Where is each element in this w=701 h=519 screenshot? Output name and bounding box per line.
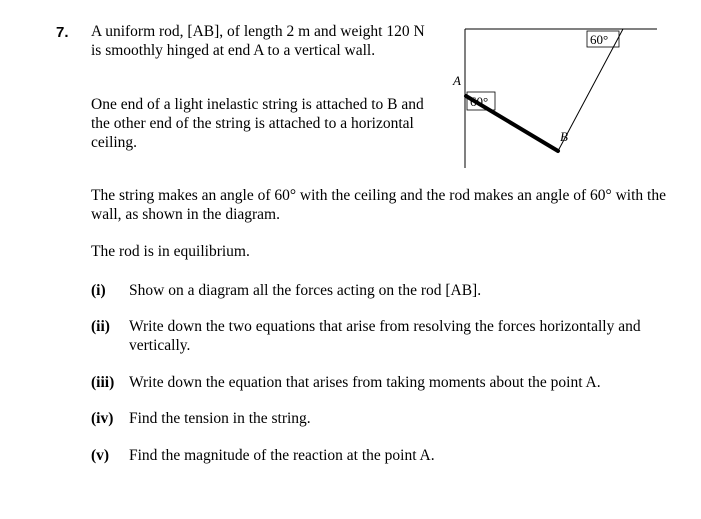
- rod-string-diagram: [440, 20, 670, 170]
- question-equilibrium-text: [91, 242, 671, 261]
- part-iv-text: Find the tension in the string.: [129, 410, 311, 427]
- para4-text: The rod is in equilibrium.: [91, 243, 250, 260]
- ceiling-angle: 60°: [590, 32, 609, 47]
- part-i-text: Show on a diagram all the forces acting on the rod [AB].: [129, 282, 482, 299]
- part-iii-label: (iii): [91, 374, 115, 391]
- question-number: 7.: [56, 24, 69, 41]
- part-v-text: Find the magnitude of the reaction at the point A.: [129, 447, 435, 464]
- wall-angle: 60°: [470, 94, 489, 109]
- question-intro-rod: [91, 22, 431, 60]
- part-ii-label: (ii): [91, 318, 110, 335]
- part-iv-label: (iv): [91, 410, 114, 427]
- part-ii-text: Write down the two equations that arise from resolving the forces horizontally and vertically.: [129, 318, 641, 354]
- label-b: B: [560, 129, 568, 144]
- part-v-label: (v): [91, 447, 110, 464]
- question-intro-string: [91, 95, 431, 152]
- label-a: A: [453, 73, 461, 88]
- part-iii-text: Write down the equation that arises from taking moments about the point A.: [129, 374, 601, 391]
- para1-text: A uniform rod, [AB], of length 2 m and weight 120 N is smoothly hinged at end A to a vertical wall.: [91, 23, 425, 59]
- para3-text: The string makes an angle of 60° with the ceiling and the rod makes an angle of 60° with the wall, as shown in the diagram.: [91, 187, 666, 223]
- para2-text: One end of a light inelastic string is attached to B and the other end of the string is attached to a horizontal ceiling.: [91, 96, 424, 151]
- question-angles-text: [91, 186, 671, 224]
- part-i-label: (i): [91, 282, 106, 299]
